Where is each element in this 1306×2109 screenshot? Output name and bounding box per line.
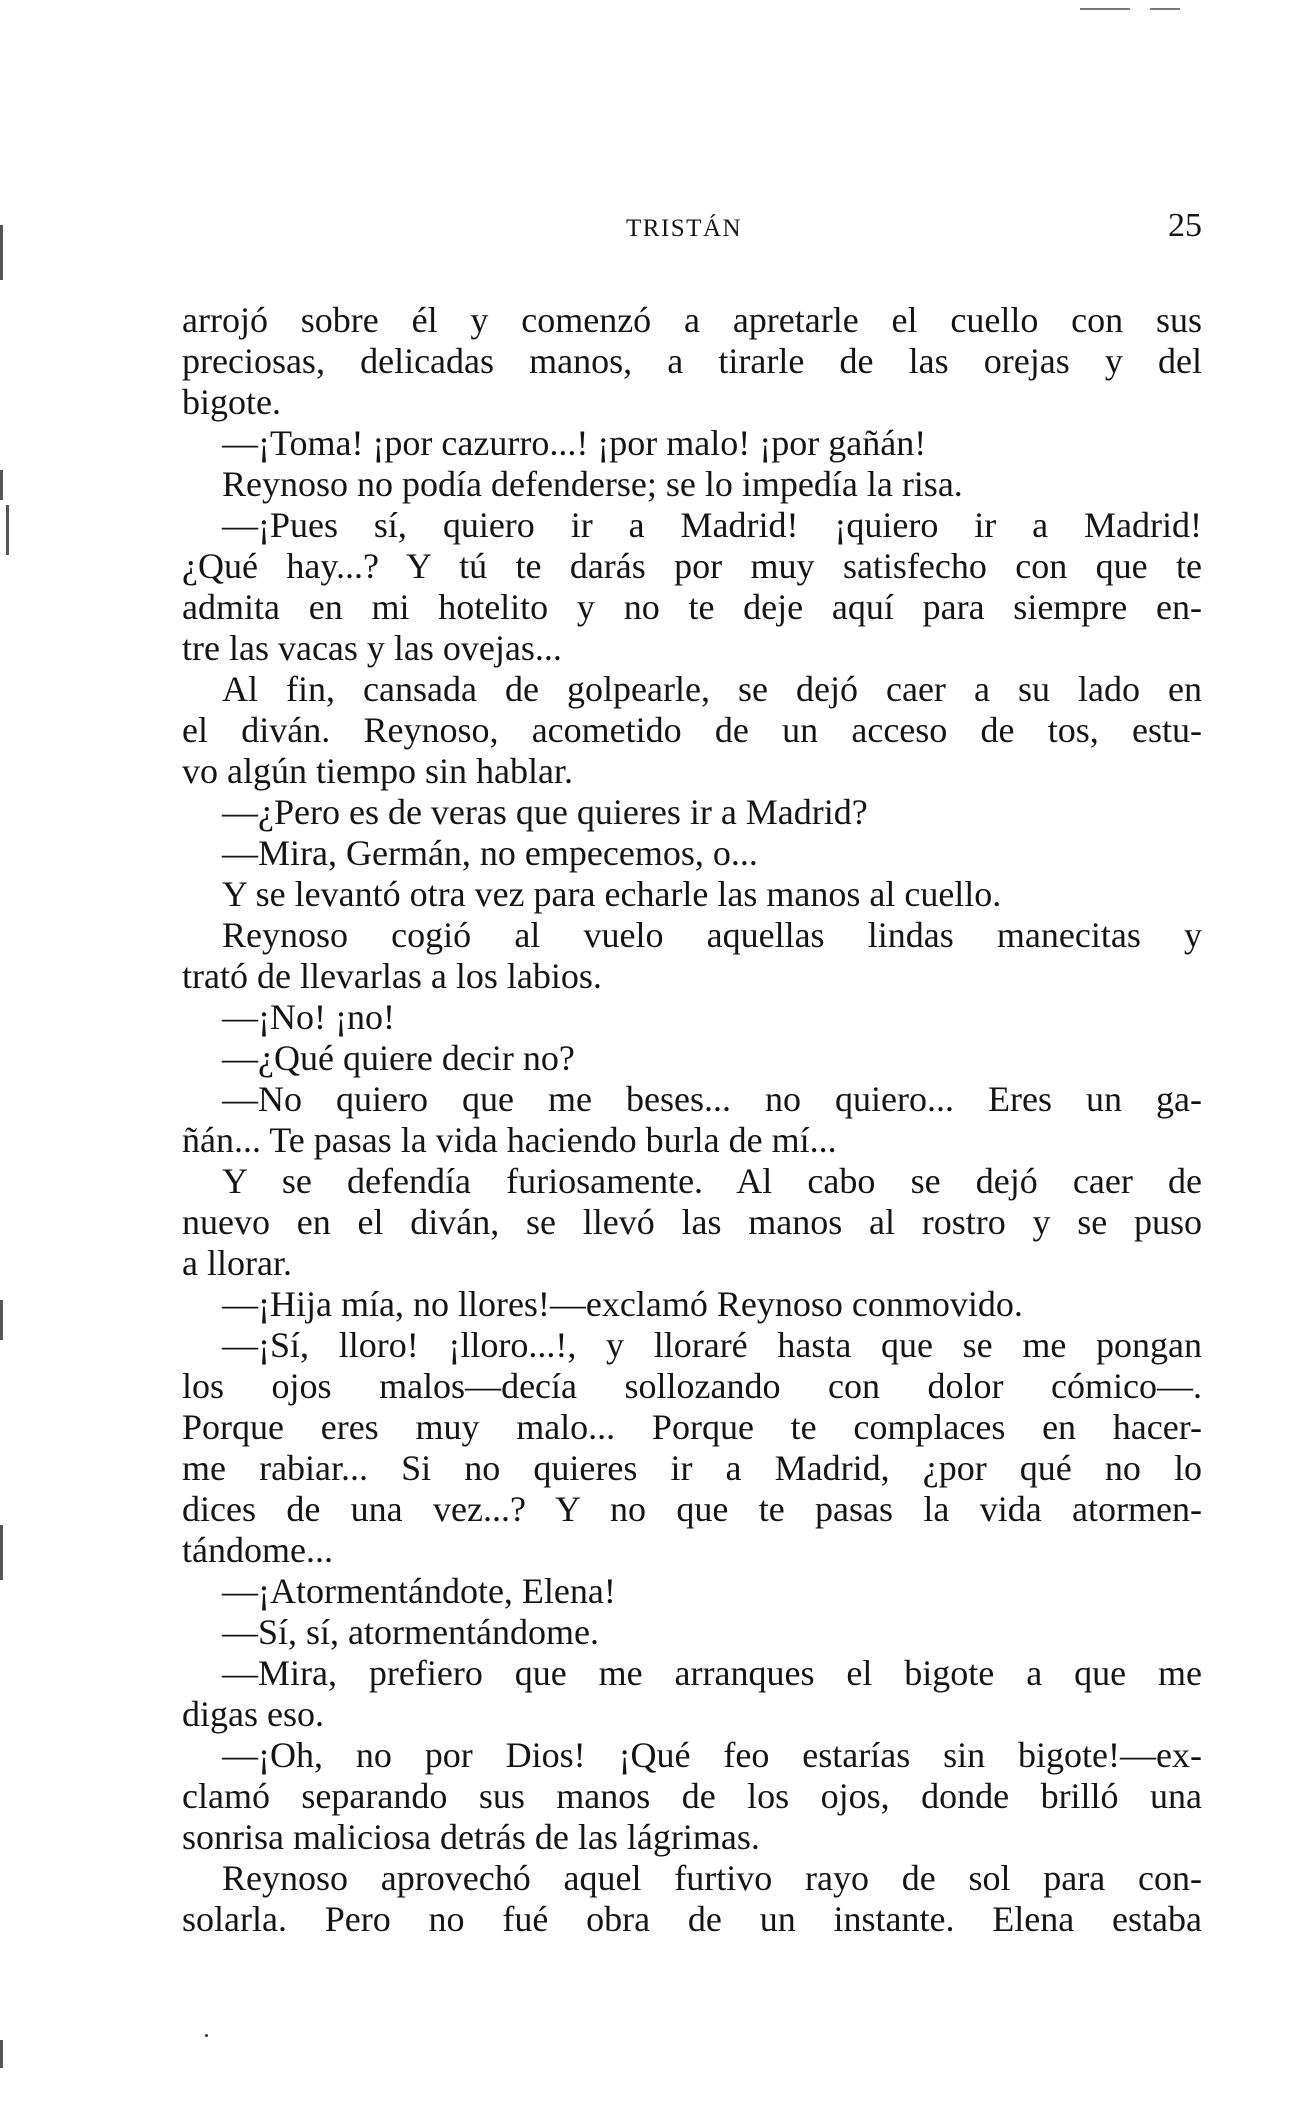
text-line: a llorar.	[182, 1243, 292, 1283]
text-line: solarla. Pero no fué obra de un instante. Elena estaba	[182, 1899, 1202, 1939]
text-line: Reynoso aprovechó aquel furtivo rayo de sol para con-	[222, 1858, 1202, 1898]
text-line: los ojos malos—decía sollozando con dolor cómico—.	[182, 1366, 1202, 1406]
text-line: —¡Pues sí, quiero ir a Madrid! ¡quiero ir a Madrid!	[222, 505, 1202, 545]
page-number: 25	[1168, 207, 1202, 244]
scan-speck	[205, 2034, 208, 2037]
text-line: tándome...	[182, 1530, 333, 1570]
text-line: —¡Sí, lloro! ¡lloro...!, y lloraré hasta que se me pongan	[222, 1325, 1202, 1365]
text-line: nuevo en el diván, se llevó las manos al rostro y se puso	[182, 1202, 1202, 1242]
text-line: trató de llevarlas a los labios.	[182, 956, 602, 996]
text-line: —Mira, prefiero que me arranques el bigote a que me	[222, 1653, 1202, 1693]
text-line: preciosas, delicadas manos, a tirarle de las orejas y del	[182, 341, 1202, 381]
scan-margin-mark	[6, 505, 9, 555]
scan-margin-mark	[0, 1300, 3, 1340]
text-line: tre las vacas y las ovejas...	[182, 628, 562, 668]
scan-margin-mark	[0, 225, 3, 280]
scan-edge-mark	[1080, 8, 1130, 10]
text-line: bigote.	[182, 382, 281, 422]
scan-margin-mark	[0, 470, 3, 500]
text-line: —Sí, sí, atormentándome.	[222, 1612, 599, 1652]
text-line: digas eso.	[182, 1694, 324, 1734]
text-line: Porque eres muy malo... Porque te complaces en hacer-	[182, 1407, 1202, 1447]
running-title: TRISTÁN	[626, 215, 743, 242]
text-line: sonrisa maliciosa detrás de las lágrimas.	[182, 1817, 760, 1857]
text-line: admita en mi hotelito y no te deje aquí para siempre en-	[182, 587, 1202, 627]
scan-edge-mark	[1150, 8, 1180, 10]
text-line: Reynoso no podía defenderse; se lo impedía la risa.	[222, 464, 963, 504]
text-line: Al fin, cansada de golpearle, se dejó caer a su lado en	[222, 669, 1202, 709]
text-line: me rabiar... Si no quieres ir a Madrid, ¿por qué no lo	[182, 1448, 1202, 1488]
text-line: ¿Qué hay...? Y tú te darás por muy satisfecho con que te	[182, 546, 1202, 586]
text-line: —No quiero que me beses... no quiero... Eres un ga-	[222, 1079, 1202, 1119]
text-line: —¿Pero es de veras que quieres ir a Madrid?	[222, 792, 868, 832]
text-line: —¡Hija mía, no llores!—exclamó Reynoso conmovido.	[222, 1284, 1023, 1324]
text-line: Y se defendía furiosamente. Al cabo se dejó caer de	[222, 1161, 1202, 1201]
text-line: Y se levantó otra vez para echarle las manos al cuello.	[222, 874, 1002, 914]
text-line: dices de una vez...? Y no que te pasas la vida atormen-	[182, 1489, 1202, 1529]
text-line: —¡Oh, no por Dios! ¡Qué feo estarías sin bigote!—ex-	[222, 1735, 1202, 1775]
text-line: —¡No! ¡no!	[222, 997, 395, 1037]
text-line: vo algún tiempo sin hablar.	[182, 751, 573, 791]
scan-margin-mark	[0, 2040, 3, 2068]
text-line: —¡Toma! ¡por cazurro...! ¡por malo! ¡por gañán!	[222, 423, 927, 463]
scan-margin-mark	[0, 1525, 3, 1580]
text-line: arrojó sobre él y comenzó a apretarle el cuello con sus	[182, 300, 1202, 340]
text-line: —Mira, Germán, no empecemos, o...	[222, 833, 758, 873]
text-line: Reynoso cogió al vuelo aquellas lindas manecitas y	[222, 915, 1202, 955]
text-line: el diván. Reynoso, acometido de un acceso de tos, estu-	[182, 710, 1202, 750]
text-line: clamó separando sus manos de los ojos, donde brilló una	[182, 1776, 1202, 1816]
body-text	[182, 300, 1202, 1940]
running-header	[182, 205, 1202, 251]
text-line: —¿Qué quiere decir no?	[222, 1038, 575, 1078]
text-line: —¡Atormentándote, Elena!	[222, 1571, 616, 1611]
text-line: ñán... Te pasas la vida haciendo burla de mí...	[182, 1120, 837, 1160]
